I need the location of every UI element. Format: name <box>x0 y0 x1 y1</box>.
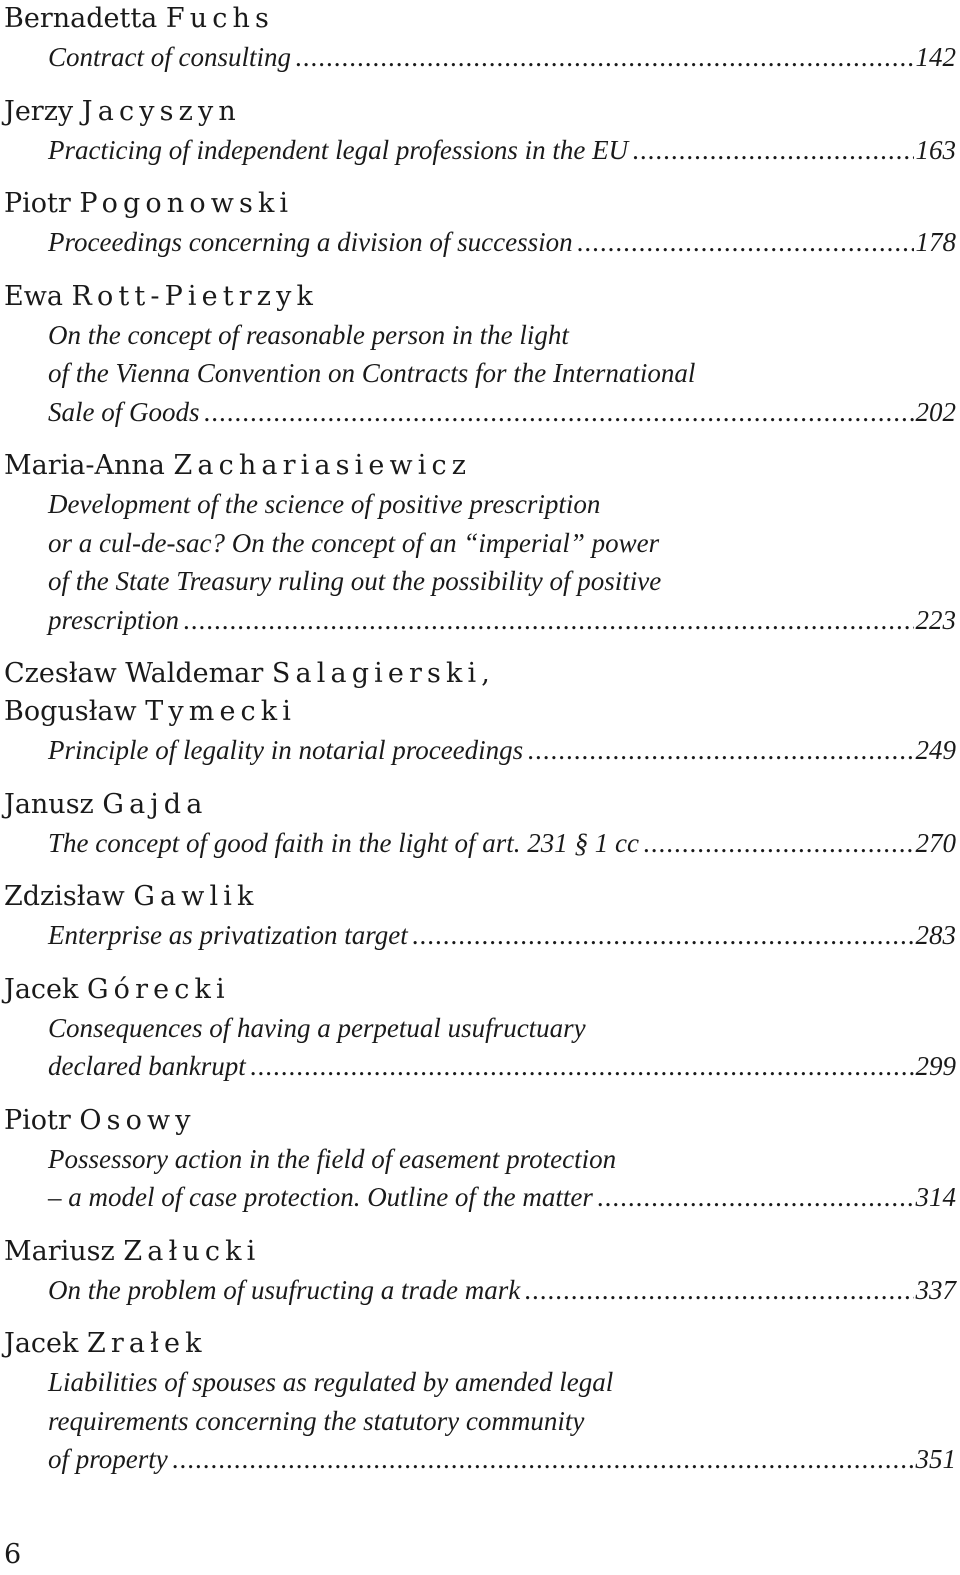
dot-leader <box>632 131 913 170</box>
dot-leader <box>172 1440 914 1479</box>
entry-title <box>48 1140 956 1217</box>
author-given-name: Maria-Anna <box>4 450 165 481</box>
title-text: Proceedings concerning a division of succession <box>48 227 573 257</box>
author-surname: Zrałek <box>86 1328 207 1359</box>
title-line <box>48 1363 956 1402</box>
entry-author <box>4 1325 956 1363</box>
title-text: of the State Treasury ruling out the possibility of positive <box>48 566 662 596</box>
entry-author <box>4 278 956 316</box>
toc-entry <box>4 878 956 955</box>
entry-author <box>4 971 956 1009</box>
toc-entry <box>4 0 956 77</box>
entry-title <box>48 38 956 77</box>
entry-author <box>4 93 956 131</box>
entry-page-number: 283 <box>915 920 956 950</box>
title-text: On the problem of usufructing a trade mark <box>48 1274 521 1305</box>
entry-page-number: 223 <box>915 604 956 635</box>
author-surname: Osowy <box>79 1104 196 1136</box>
toc-entry <box>4 786 956 863</box>
title-line <box>48 393 956 432</box>
toc-entry <box>4 971 956 1086</box>
author-surname: Gajda <box>102 788 208 820</box>
dot-leader <box>577 223 914 262</box>
dot-leader <box>527 731 913 770</box>
title-line <box>48 1047 956 1086</box>
entry-page-number: 249 <box>915 735 956 765</box>
author-surname: Tymecki <box>145 696 297 727</box>
author-given-name: Piotr <box>4 188 71 219</box>
dot-leader <box>204 393 914 432</box>
title-text: Practicing of independent legal professions in the EU <box>48 134 629 165</box>
entry-page-number: 178 <box>915 227 956 257</box>
table-of-contents <box>4 0 956 1479</box>
title-line <box>48 354 956 393</box>
title-text: prescription <box>48 604 179 635</box>
dot-leader <box>597 1178 914 1217</box>
title-text: Possessory action in the field of easement protection <box>48 1143 617 1174</box>
entry-title <box>48 1363 956 1479</box>
title-text: Enterprise as privatization target <box>48 920 408 950</box>
toc-entry <box>4 1102 956 1217</box>
title-line <box>48 524 956 563</box>
author-given-name: Czesław Waldemar <box>4 658 264 689</box>
entry-author <box>4 1233 956 1271</box>
entry-title <box>48 1271 956 1310</box>
title-text: Liabilities of spouses as regulated by amended legal <box>48 1367 614 1397</box>
title-text: Sale of Goods <box>48 396 200 427</box>
entry-page-number: 351 <box>915 1444 956 1474</box>
toc-entry <box>4 278 956 432</box>
dot-leader <box>250 1047 914 1086</box>
title-text: – a model of case protection. Outline of the matter <box>48 1182 593 1212</box>
title-text: declared bankrupt <box>48 1051 246 1081</box>
entry-spacer <box>4 431 956 447</box>
title-line <box>48 38 956 77</box>
entry-spacer <box>4 1309 956 1325</box>
title-line <box>48 731 956 770</box>
title-line <box>48 131 956 170</box>
entry-author <box>4 0 956 38</box>
entry-title <box>48 223 956 262</box>
entry-page-number: 142 <box>915 42 956 72</box>
author-surname: Rott-Pietrzyk <box>71 280 318 312</box>
entry-author <box>4 786 956 824</box>
title-line <box>48 223 956 262</box>
dot-leader <box>643 824 914 863</box>
title-text: Principle of legality in notarial proceedings <box>48 735 524 765</box>
title-text: requirements concerning the statutory community <box>48 1405 585 1436</box>
author-surname: Pogonowski <box>79 188 294 219</box>
entry-page-number: 270 <box>915 827 956 858</box>
toc-entry <box>4 93 956 170</box>
title-text: Contract of consulting <box>48 42 291 72</box>
dot-leader <box>295 38 914 77</box>
entry-page-number: 299 <box>915 1051 956 1081</box>
entry-spacer <box>4 955 956 971</box>
author-given-name: Bernadetta <box>4 3 158 34</box>
entry-title <box>48 916 956 955</box>
entry-title <box>48 316 956 432</box>
entry-title <box>48 485 956 639</box>
entry-page-number: 314 <box>915 1182 956 1212</box>
title-text: The concept of good faith in the light of art. 231 § 1 cc <box>48 827 639 858</box>
title-line <box>48 562 956 601</box>
title-line <box>48 601 956 640</box>
author-surname: Salagierski <box>271 658 482 689</box>
author-given-name: Jacek <box>4 973 79 1005</box>
author-given-name: Jacek <box>4 1328 79 1359</box>
dot-leader <box>183 601 914 640</box>
author-given-name: Jerzy <box>4 95 74 127</box>
page-number: 6 <box>4 1539 22 1570</box>
author-given-name: Bogusław <box>4 696 137 727</box>
dot-leader <box>524 1271 913 1310</box>
toc-entry <box>4 655 956 770</box>
entry-page-number: 202 <box>915 396 956 427</box>
dot-leader <box>412 916 914 955</box>
entry-spacer <box>4 77 956 93</box>
author-given-name: Zdzisław <box>4 881 125 912</box>
entry-spacer <box>4 1086 956 1102</box>
title-line <box>48 1440 956 1479</box>
entry-title <box>48 731 956 770</box>
entry-title <box>48 824 956 863</box>
toc-entry <box>4 1233 956 1310</box>
toc-entry <box>4 447 956 639</box>
title-line <box>48 485 956 524</box>
toc-entry <box>4 1325 956 1479</box>
entry-page-number: 163 <box>915 134 956 165</box>
author-surname: Fuchs <box>165 3 275 34</box>
entry-spacer <box>4 169 956 185</box>
author-surname: Jacyszyn <box>81 95 241 127</box>
title-text: or a cul-de-sac? On the concept of an “imperial” power <box>48 527 660 558</box>
author-given-name: Ewa <box>4 280 63 312</box>
author-surname: Załucki <box>123 1235 261 1267</box>
entry-page-number: 337 <box>915 1274 956 1305</box>
title-text: of the Vienna Convention on Contracts for the International <box>48 358 696 388</box>
title-line <box>48 916 956 955</box>
entry-author <box>4 185 956 223</box>
title-text: On the concept of reasonable person in the light <box>48 319 569 350</box>
title-text: Consequences of having a perpetual usufructuary <box>48 1012 586 1043</box>
author-given-name: Mariusz <box>4 1235 115 1267</box>
entry-spacer <box>4 862 956 878</box>
toc-entry <box>4 185 956 262</box>
title-line <box>48 824 956 863</box>
title-text: Development of the science of positive prescription <box>48 489 601 519</box>
author-separator: , <box>481 658 490 689</box>
entry-spacer <box>4 262 956 278</box>
title-text: of property <box>48 1444 168 1474</box>
entry-author <box>4 1102 956 1140</box>
entry-spacer <box>4 770 956 786</box>
entry-author <box>4 878 956 916</box>
entry-spacer <box>4 639 956 655</box>
title-line <box>48 1271 956 1310</box>
entry-title <box>48 131 956 170</box>
title-line <box>48 1009 956 1048</box>
entry-title <box>48 1009 956 1086</box>
author-given-name: Piotr <box>4 1104 71 1136</box>
author-surname: Gawlik <box>133 881 259 912</box>
entry-spacer <box>4 1217 956 1233</box>
entry-author <box>4 447 956 485</box>
title-line <box>48 1402 956 1441</box>
title-line <box>48 1140 956 1179</box>
author-surname: Zachariasiewicz <box>173 450 472 481</box>
title-line <box>48 316 956 355</box>
entry-author <box>4 655 956 693</box>
author-surname: Górecki <box>86 973 230 1005</box>
author-given-name: Janusz <box>4 788 94 820</box>
title-line <box>48 1178 956 1217</box>
entry-author <box>4 693 956 731</box>
